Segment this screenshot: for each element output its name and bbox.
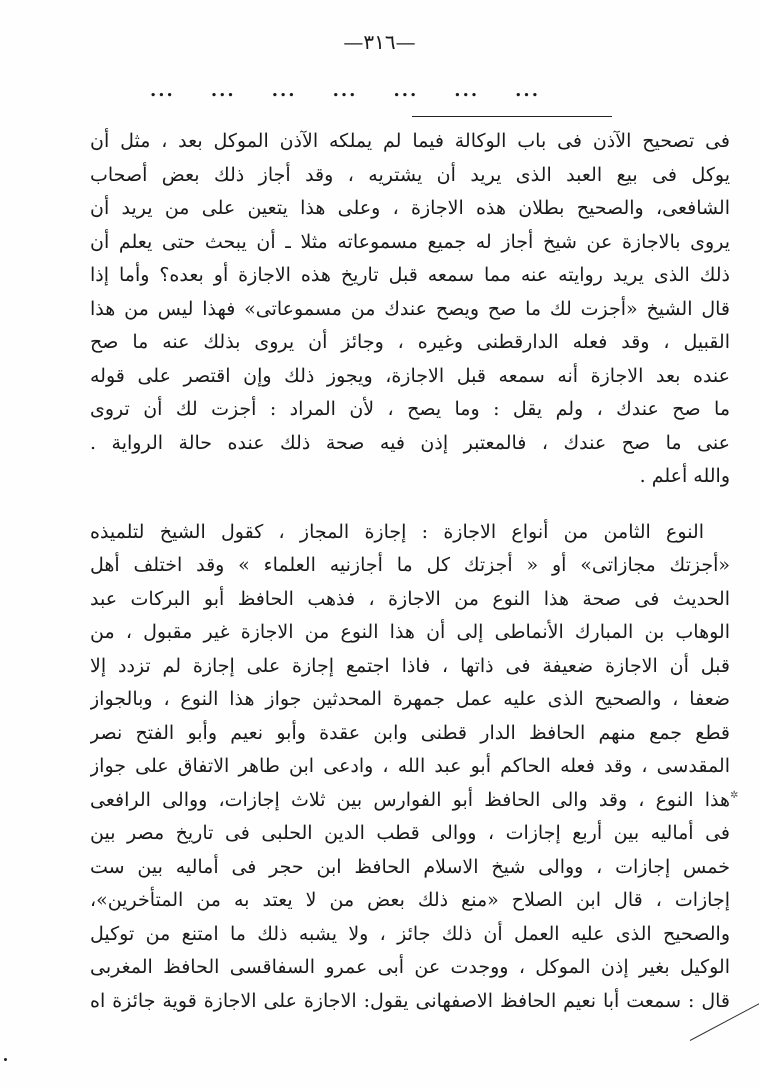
separator-dots [150,80,540,101]
text-line: ذلك الذى يريد روايته عنه مما سمعه قبل تاريخ هذه الاجازة أو بعده؟ وأما إذا [90,264,730,286]
text-line: النوع الثامن من أنواع الاجازة : إجازة المجاز ، كقول الشيخ لتلميذه [90,520,704,543]
text-line: الوهاب بن المبارك الأنماطى إلى أن هذا النوع من الاجازة غير مقبول ، من [90,621,730,643]
text-line: والله أعلم . [639,465,730,487]
text-line: عنده بعد الاجازة أنه سمعه قبل الاجازة، ويجوز ذلك وإن اقتصر على قوله [90,364,730,387]
paragraph-gap [90,494,730,516]
text-line: ما صح عندك ، ولم يقل : وما يصح ، لأن المراد : أجزت لك أن تروى [90,398,730,420]
text-line: فى أماليه بين أربع إجازات ، ووالى قطب الدين الحلبى فى تاريخ مصر بين [90,822,730,844]
separator-dot-group: ... [150,80,175,101]
text-line: فى تصحيح الآذن فى باب الوكالة فيما لم يملكه الآذن الموكل بعد ، مثل أن [90,130,730,152]
text-line: الوكيل بغير إذن الموكل ، ووجدت عن أبى عمرو السفاقسى الحافظ المغربى [90,956,730,978]
text-line: المقدسى ، وقد فعله الحاكم أبو عبد الله ، وادعى ابن طاهر الاتفاق على جواز [90,755,730,777]
separator-dot-group: ... [210,80,236,101]
separator-dot-group: ... [271,80,297,101]
separator-underline [412,116,612,117]
text-line: قال الشيخ «أجزت لك ما صح ويصح عندك من مسموعاتى» فهذا ليس من هذا [90,297,730,320]
text-line: الحديث فى صحة هذا النوع من الاجازة ، فذهب الحافظ أبو البركات عبد [90,587,730,610]
text-line: هذا النوع ، وقد والى الحافظ أبو الفوارس بين ثلاث إجازات، ووالى الرافعى [90,788,730,811]
text-line: الشافعى، والصحيح بطلان هذه الاجازة ، وعلى هذا يتعين على من يريد أن [90,197,730,219]
text-line: يوكل فى بيع العبد الذى يريد أن يشتريه ، وقد أجاز ذلك بعض أصحاب [90,163,730,186]
paragraph-2 [90,516,730,1019]
scan-speck: ✲ [730,790,739,801]
separator-dot-group: ... [454,80,480,101]
separator-dot-group: ... [515,80,540,101]
text-line: «أجزتك مجازاتى» أو « أجزتك كل ما أجازنيه العلماء » وقد اختلف أهل [90,554,730,576]
text-line: يروى بالاجازة عن شيخ أجاز له جميع مسموعاته مثلا ـ أن يبحث حتى يعلم أن [90,230,730,253]
separator-dot-group: ... [332,80,358,101]
page-number: —٣١٦— [343,30,416,54]
paragraph-1 [90,125,730,494]
text-line: ضعفا ، والصحيح الذى عليه عمل جمهرة المحدثين جواز هذا النوع ، وبالجواز [90,688,730,710]
text-line: قال : سمعت أبا نعيم الحافظ الاصفهانى يقول: الاجازة على الاجازة قوية جائزة اه [90,989,730,1012]
text-line: قطع جمع منهم الحافظ الدار قطنى وابن عقدة وأبو نعيم وأبو الفتح نصر [90,721,730,744]
text-line: قبل أن الاجازة ضعيفة فى ذاتها ، فاذا اجتمع إجازة على إجازة لم تزدد إلا [90,654,730,677]
text-line: والصحيح الذى عليه العمل أن ذلك جائز ، ولا يشبه ذلك ما امتنع من توكيل [90,922,730,945]
scan-dot [4,1058,7,1061]
text-line: إجازات ، قال ابن الصلاح «منع ذلك بعض من لا يعتد به من المتأخرين»، [90,889,730,911]
text-line: عنى ما صح عندك ، فالمعتبر إذن فيه صحة ذلك عنده حالة الرواية . [90,431,730,454]
separator-dot-group: ... [393,80,419,101]
text-line: خمس إجازات ، ووالى شيخ الاسلام الحافظ ابن حجر فى أماليه بين ست [90,855,730,878]
text-line: القبيل ، وقد فعله الدارقطنى وغيره ، وجائز أن يروى بذلك عنه ما صح [90,331,730,353]
body-text [90,125,730,1018]
